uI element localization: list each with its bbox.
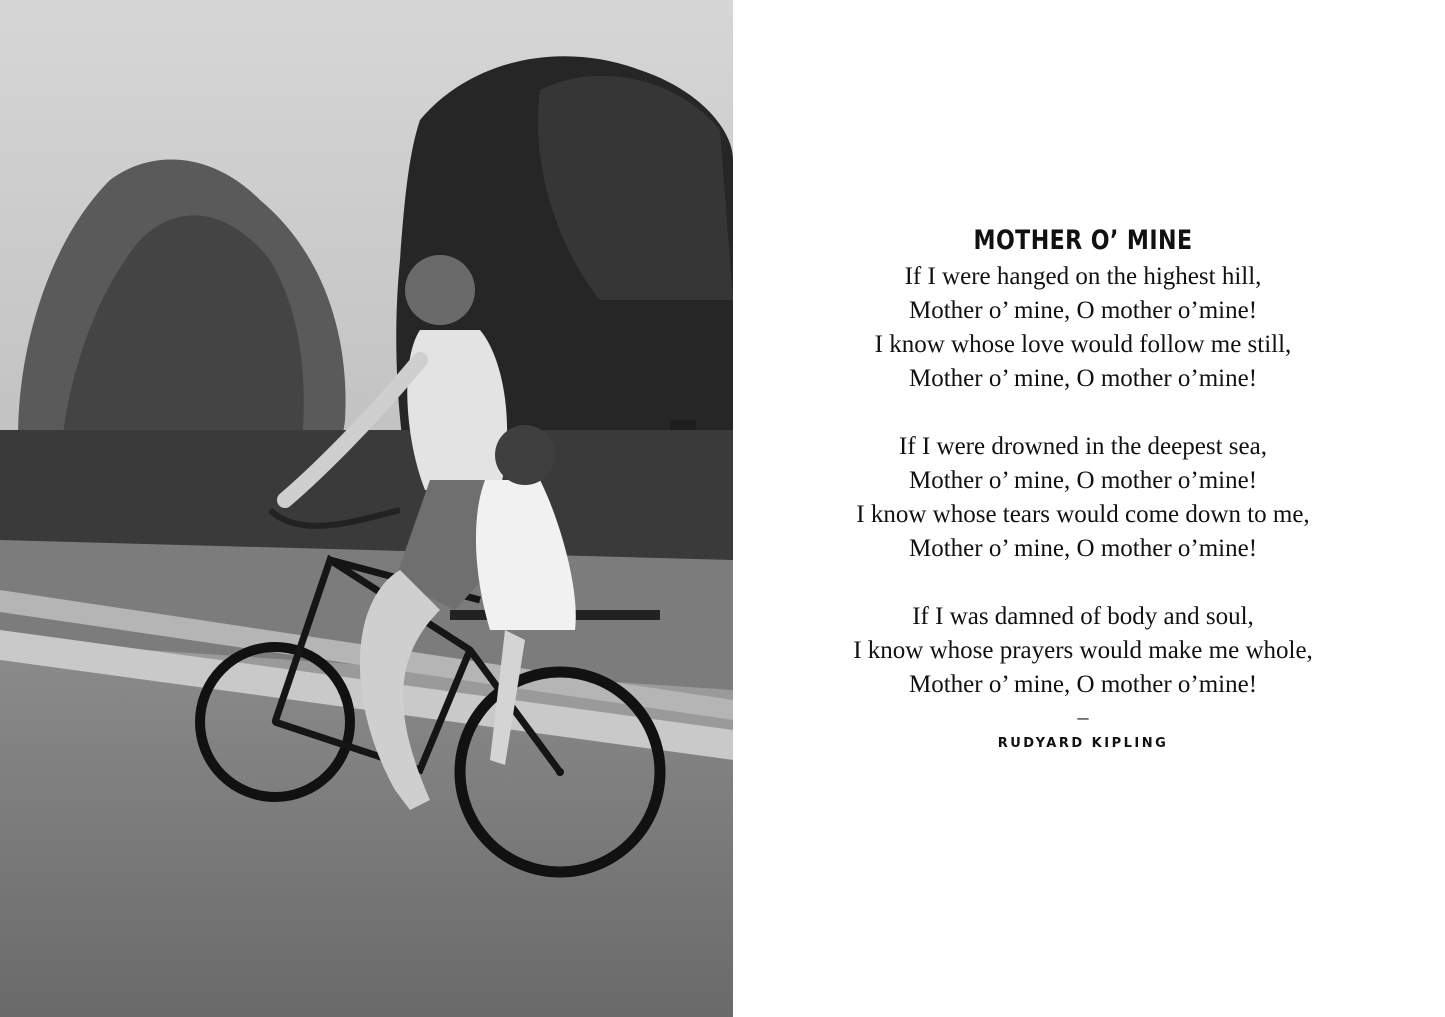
verse-line: If I were drowned in the deepest sea, <box>899 433 1267 460</box>
verse-line: I know whose love would follow me still, <box>874 331 1292 358</box>
stanza <box>733 430 1433 566</box>
verse-line: Mother o’ mine, O mother o’mine! <box>908 671 1258 698</box>
verse-line: If I was damned of body and soul, <box>912 603 1254 630</box>
verse-line: Mother o’ mine, O mother o’mine! <box>908 467 1258 494</box>
poem-author: RUDYARD KIPLING <box>997 736 1169 751</box>
poem-page <box>733 0 1445 1017</box>
verse-line: I know whose tears would come down to me, <box>856 501 1310 528</box>
verse-line: I know whose prayers would make me whole, <box>853 637 1313 664</box>
separator-dash: – <box>1077 704 1089 729</box>
stanza <box>733 260 1433 396</box>
verse-line: Mother o’ mine, O mother o’mine! <box>908 535 1258 562</box>
poem-title: MOTHER O’ MINE <box>973 225 1193 256</box>
verse-line: Mother o’ mine, O mother o’mine! <box>908 365 1258 392</box>
stanza <box>733 600 1433 702</box>
poem <box>733 224 1433 751</box>
verse-line: If I were hanged on the highest hill, <box>904 263 1262 290</box>
verse-line: Mother o’ mine, O mother o’mine! <box>908 297 1258 324</box>
